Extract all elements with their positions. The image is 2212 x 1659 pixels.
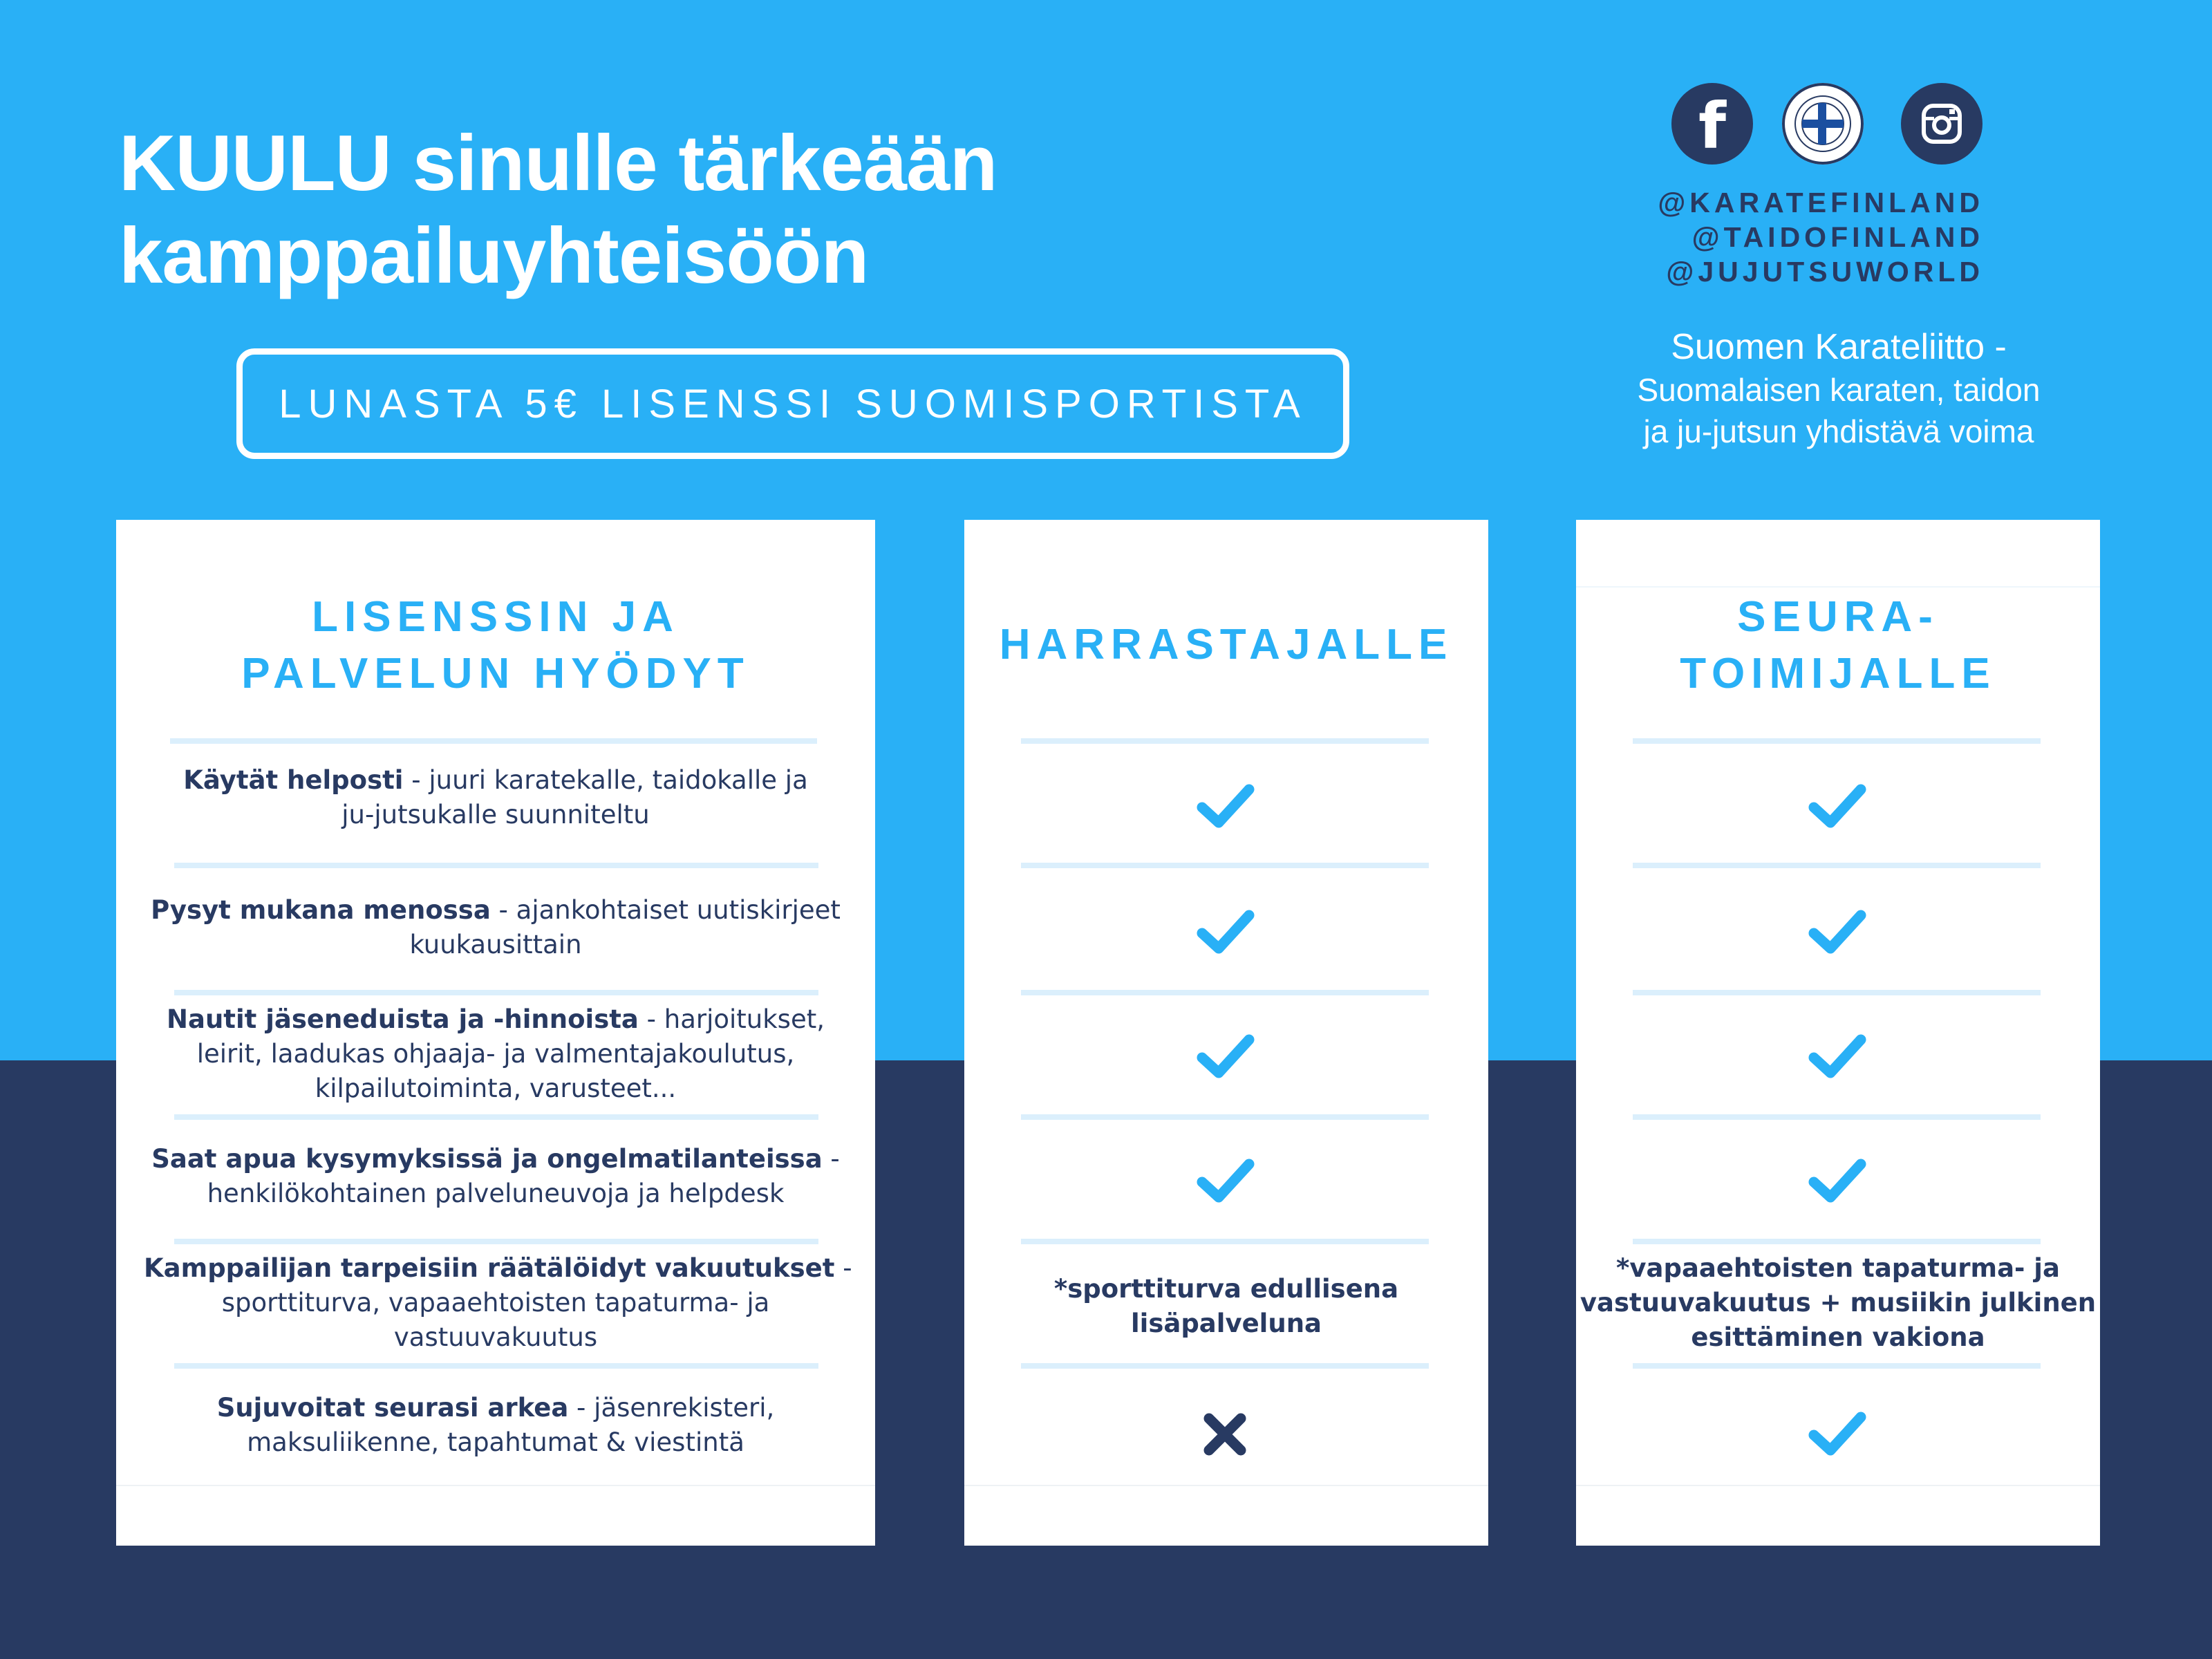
handle-taidofinland[interactable]: @TAIDOFINLAND <box>1691 221 1984 253</box>
benefits-card <box>116 520 875 1546</box>
check-icon <box>1806 776 1868 838</box>
check-icon <box>1806 1403 1868 1465</box>
benefit-row-2: Pysyt mukana menossa - ajankohtaiset uutiskirjeet kuukausittain <box>151 895 841 959</box>
handle-jujutsuworld[interactable]: @JUJUTSUWORLD <box>1666 256 1984 288</box>
separator <box>174 1239 818 1244</box>
check-icon <box>1194 776 1256 838</box>
cross-icon <box>1194 1403 1256 1465</box>
check-icon <box>1806 901 1868 964</box>
federation-title: Suomen Karateliitto - <box>1671 327 2007 367</box>
separator <box>1021 990 1429 995</box>
check-icon <box>1194 901 1256 964</box>
handle-karatefinland[interactable]: @KARATEFINLAND <box>1658 187 1984 218</box>
card-header-line <box>1576 586 2100 588</box>
benefit-row-1: Käytät helposti - juuri karatekalle, taidokalle ja ju-jutsukalle suunniteltu <box>183 765 808 830</box>
finnish-karate-federation-logo <box>1782 83 1864 165</box>
check-icon <box>1194 1150 1256 1212</box>
benefits-heading-line-1: LISENSSIN JA <box>312 593 679 641</box>
separator <box>1633 738 2041 744</box>
federation-tagline <box>1583 325 2094 452</box>
federation-line-2: Suomalaisen karaten, taidon <box>1637 372 2041 408</box>
separator <box>1633 1239 2041 1244</box>
page-title <box>119 118 1156 303</box>
separator <box>174 1363 818 1369</box>
benefit-row-6: Sujuvoitat seurasi arkea - jäsenrekisteri, maksuliikenne, tapahtumat & viestintä <box>216 1393 775 1457</box>
club-card <box>1576 520 2100 1546</box>
check-icon <box>1194 1026 1256 1088</box>
federation-line-3: ja ju-jutsun yhdistävä voima <box>1643 413 2034 449</box>
social-icons <box>1666 83 1998 166</box>
hobbyist-insurance-note: *sporttiturva edullisena lisäpalveluna <box>1053 1274 1399 1338</box>
separator <box>1021 738 1429 744</box>
hobbyist-heading <box>964 617 1488 673</box>
hobbyist-card <box>964 520 1488 1546</box>
club-heading-line-1: SEURA- <box>1737 593 1939 641</box>
separator <box>174 990 818 995</box>
separator <box>1021 1239 1429 1244</box>
check-icon <box>1806 1026 1868 1088</box>
instagram-icon[interactable] <box>1901 83 1983 165</box>
benefit-row-5: Kamppailijan tarpeisiin räätälöidyt vakuutukset - sporttiturva, vapaaehtoisten tapaturma- ja vastuuvakuutus <box>144 1253 852 1352</box>
title-line-2: kamppailuyhteisöön <box>119 212 869 300</box>
separator <box>174 863 818 868</box>
check-icon <box>1806 1150 1868 1212</box>
separator <box>1021 1363 1429 1369</box>
separator <box>1633 990 2041 995</box>
card-footer-line <box>964 1485 1488 1486</box>
separator <box>174 1114 818 1120</box>
benefit-row-3: Nautit jäseneduista ja -hinnoista - harjoitukset, leirit, laadukas ohjaaja- ja valmentajakoulutus, kilpailutoiminta, varusteet... <box>167 1004 825 1103</box>
separator <box>1633 1114 2041 1120</box>
separator <box>1633 1363 2041 1369</box>
facebook-icon[interactable]: f <box>1671 83 1753 165</box>
club-heading-line-2: TOIMIJALLE <box>1680 650 1996 697</box>
separator <box>170 738 817 744</box>
hobbyist-heading-line-1: HARRASTAJALLE <box>999 621 1454 668</box>
benefits-heading-line-2: PALVELUN HYÖDYT <box>241 650 750 697</box>
club-insurance-note: *vapaaehtoisten tapaturma- ja vastuuvakuutus + musiikin julkinen esittäminen vakiona <box>1580 1253 2097 1352</box>
benefit-row-4: Saat apua kysymyksissä ja ongelmatilanteissa - henkilökohtainen palveluneuvoja ja helpdesk <box>151 1144 840 1208</box>
separator <box>1021 863 1429 868</box>
separator <box>1633 863 2041 868</box>
buy-license-button[interactable]: LUNASTA 5€ LISENSSI SUOMISPORTISTA <box>236 348 1349 459</box>
separator <box>1021 1114 1429 1120</box>
benefits-heading <box>116 589 875 702</box>
card-footer-line <box>116 1485 875 1486</box>
card-footer-line <box>1576 1485 2100 1486</box>
club-heading <box>1576 589 2100 702</box>
social-handles <box>1638 185 1984 289</box>
title-line-1: KUULU sinulle tärkeään <box>119 120 997 207</box>
